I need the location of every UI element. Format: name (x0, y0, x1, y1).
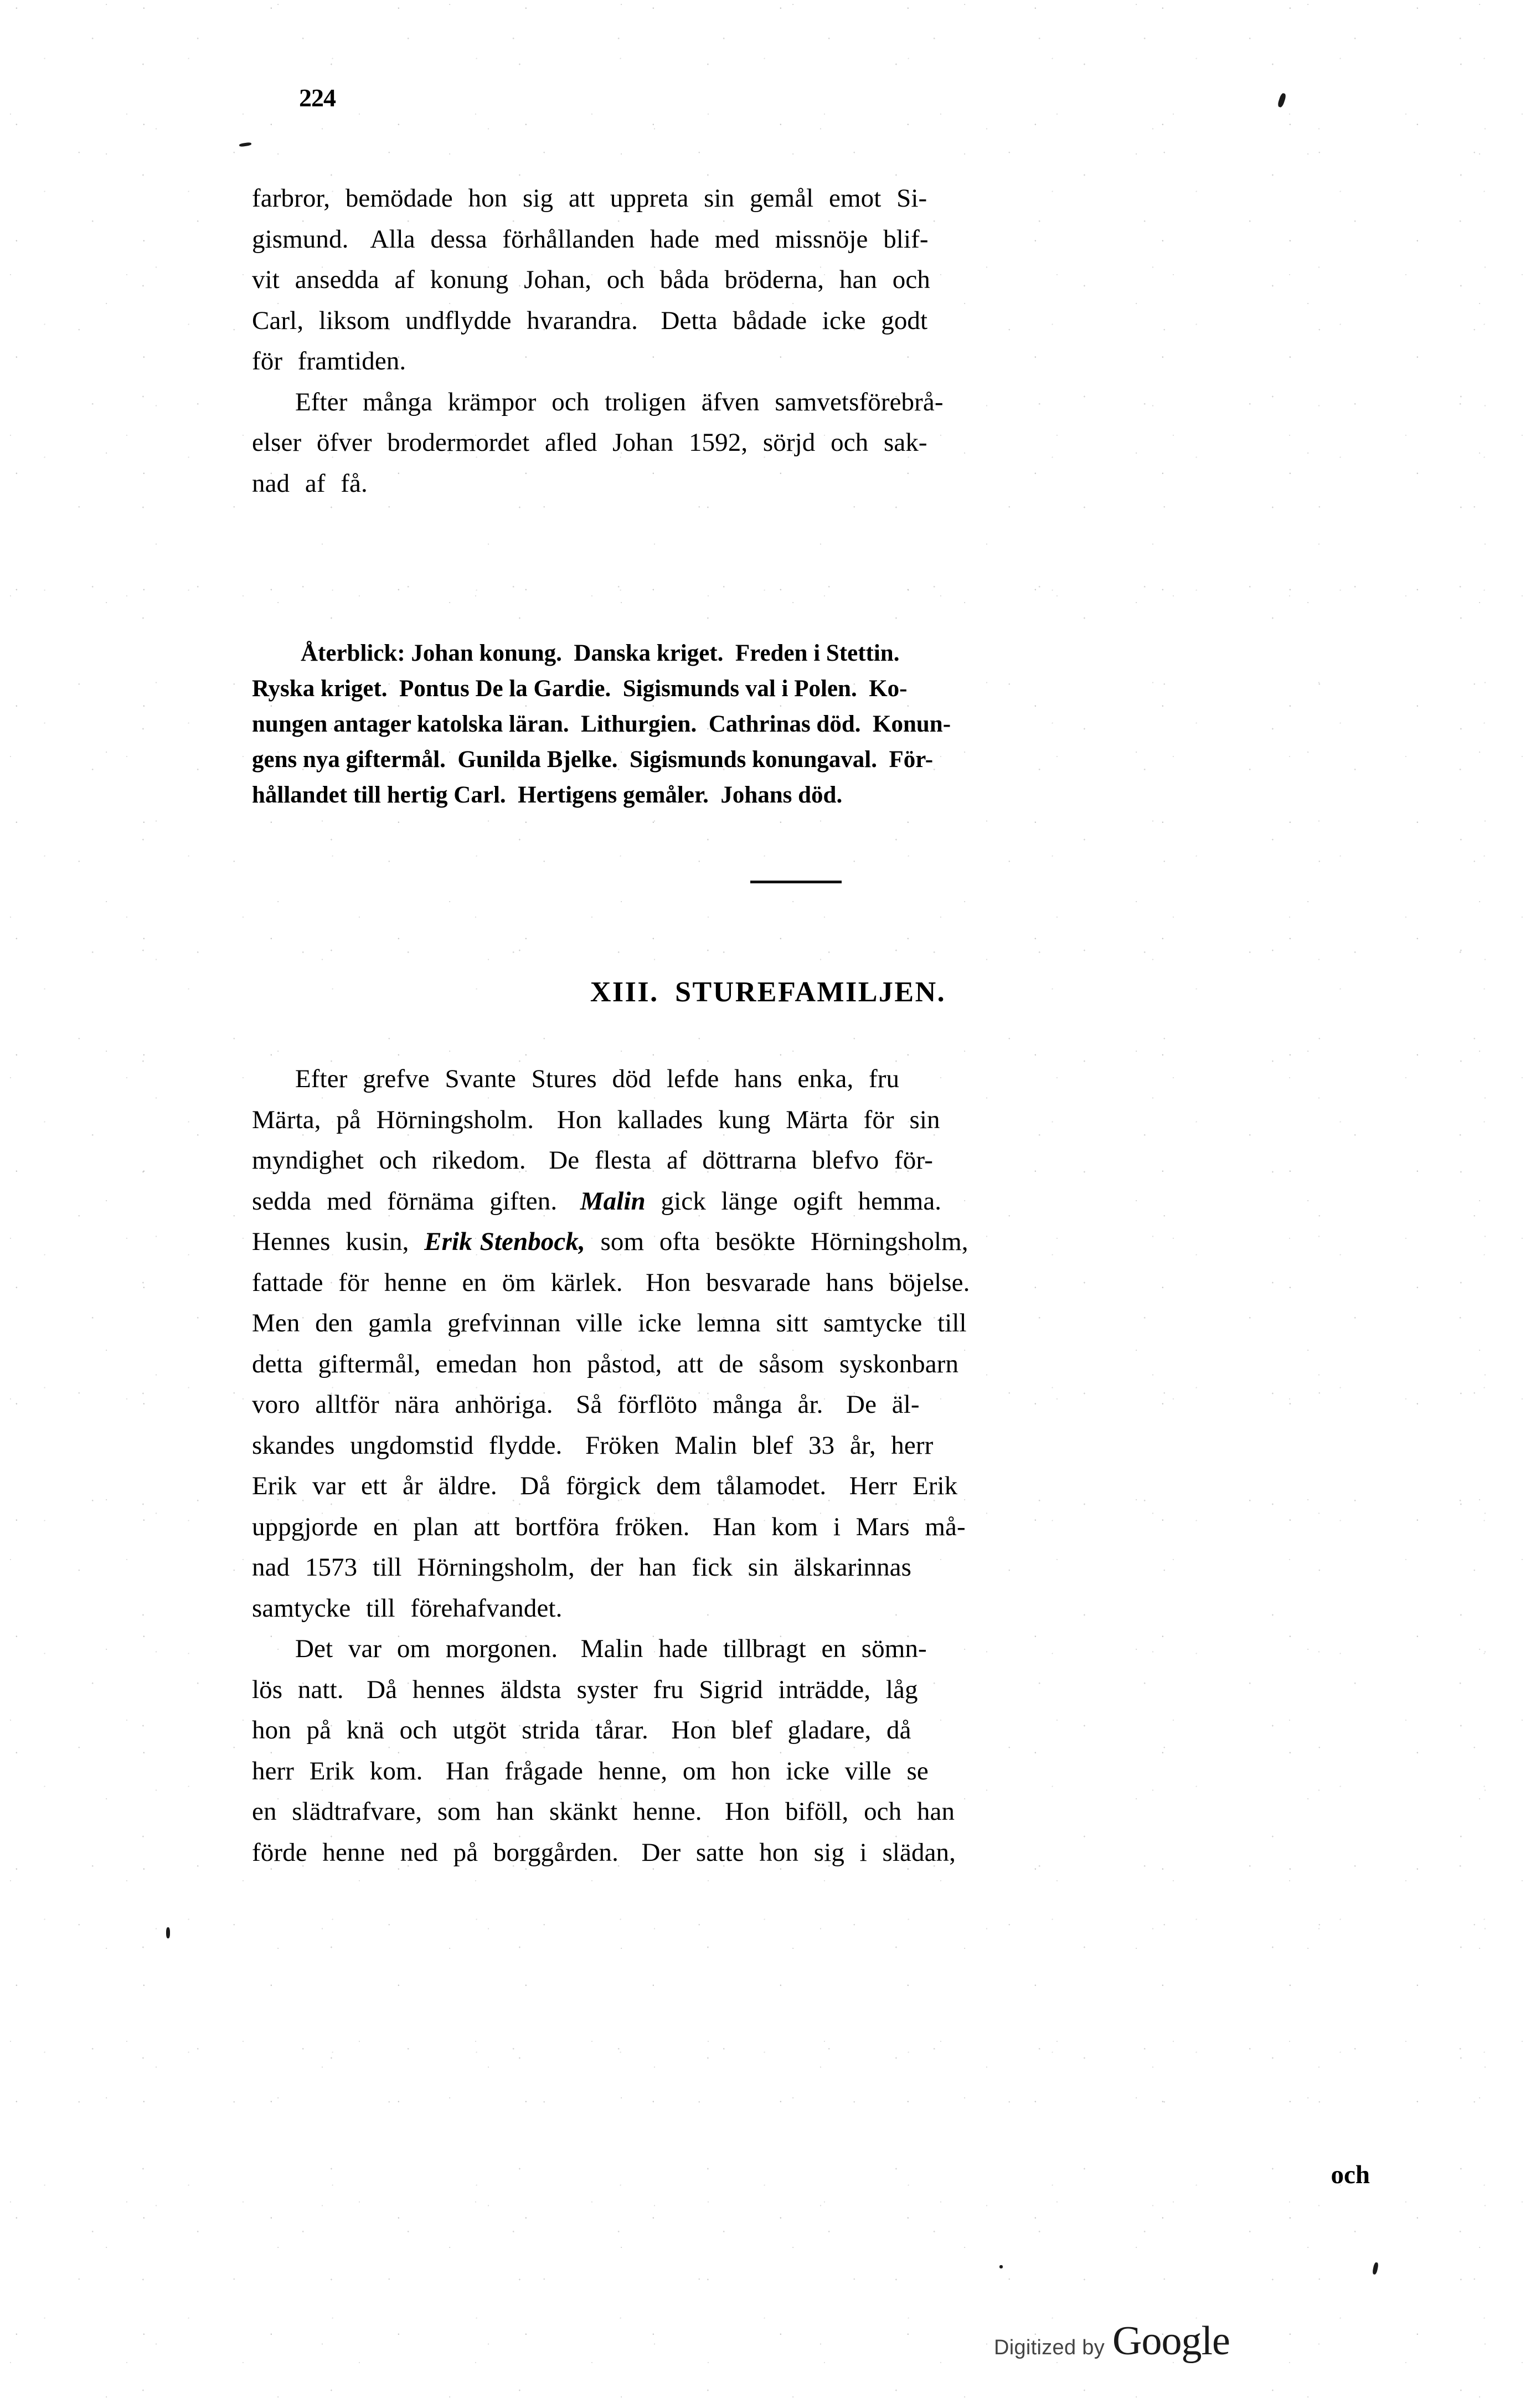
text-line: elser öfver brodermordet afled Johan 1592, sörjd och sak- (252, 428, 927, 457)
text-line: detta giftermål, emedan hon påstod, att de såsom syskonbarn (252, 1349, 959, 1378)
text-line: skandes ungdomstid flydde. Fröken Malin blef 33 år, herr (252, 1431, 934, 1460)
summary-line: gens nya giftermål. Gunilda Bjelke. Sigismunds konungaval. För- (252, 747, 934, 773)
scan-speck (1277, 92, 1287, 108)
text-line: Efter många krämpor och troligen äfven samvetsförebrå- (295, 387, 944, 416)
text-line: för framtiden. (252, 347, 406, 375)
body-text-block (252, 178, 1293, 504)
text-line: Men den gamla grefvinnan ville icke lemna sitt samtycke till (252, 1309, 967, 1337)
google-logo-text: Google (1112, 2318, 1230, 2364)
text-line: hon på knä och utgöt strida tårar. Hon blef gladare, då (252, 1716, 911, 1745)
text-line: gismund. Alla dessa förhållanden hade med missnöje blif- (252, 224, 929, 254)
chapter-body-block (252, 1059, 1298, 1873)
text-line: vit ansedda af konung Johan, och båda bröderna, han och (252, 265, 930, 294)
summary-line: nungen antager katolska läran. Lithurgien. Cathrinas död. Konun- (252, 711, 951, 737)
text-line: lös natt. Då hennes äldsta syster fru Sigrid inträdde, låg (252, 1675, 918, 1704)
text-line: samtycke till förehafvandet. (252, 1593, 563, 1623)
digitized-by-google-watermark (994, 2318, 1230, 2365)
scan-speck (999, 2265, 1003, 2268)
text-line-with-italic (252, 1222, 1298, 1263)
page-number: 224 (299, 84, 336, 112)
text-line: Efter grefve Svante Stures död lefde hans enka, fru (295, 1064, 900, 1093)
text-line: fattade för henne en öm kärlek. Hon besvarade hans böjelse. (252, 1268, 970, 1297)
text-line: nad 1573 till Hörningsholm, der han fick sin älskarinnas (252, 1553, 912, 1582)
paragraph-morning-scene (252, 1629, 1298, 1873)
text-run: sedda med förnäma giften. (252, 1186, 580, 1216)
text-run: gick länge ogift hemma. (645, 1186, 942, 1216)
chapter-heading: XIII. STUREFAMILJEN. (590, 976, 946, 1008)
text-line: Erik var ett år äldre. Då förgick dem tålamodet. Herr Erik (252, 1471, 958, 1500)
text-line: myndighet och rikedom. De flesta af döttrarna blefvo för- (252, 1146, 933, 1175)
text-line: Märta, på Hörningsholm. Hon kallades kung Märta för sin (252, 1105, 940, 1134)
text-run: Hennes kusin, (252, 1227, 425, 1256)
text-line: en slädtrafvare, som han skänkt henne. Hon biföll, och han (252, 1797, 955, 1826)
summary-line: hållandet till hertig Carl. Hertigens gemåler. Johans död. (252, 782, 843, 808)
catchword: och (1331, 2160, 1370, 2189)
paragraph-continuation (252, 178, 1293, 382)
text-line: uppgjorde en plan att bortföra fröken. Han kom i Mars må- (252, 1512, 966, 1541)
text-run: som ofta besökte Hörningsholm, (585, 1227, 968, 1256)
chapter-summary-block (252, 636, 1298, 813)
summary-line: Återblick: Johan konung. Danska kriget. Freden i Stettin. (301, 640, 900, 666)
text-line: voro alltför nära anhöriga. Så förflöto många år. De äl- (252, 1390, 920, 1419)
text-line: nad af få. (252, 469, 368, 498)
paragraph-sture-family (252, 1059, 1298, 1629)
text-line: herr Erik kom. Han frågade henne, om hon icke ville se (252, 1756, 929, 1786)
text-line: farbror, bemödade hon sig att uppreta sin gemål emot Si- (252, 184, 927, 213)
scan-speck (1372, 2262, 1379, 2275)
emphasis-malin: Malin (580, 1186, 646, 1216)
text-line-with-italic (252, 1181, 1298, 1222)
watermark-prefix: Digitized by (994, 2336, 1105, 2359)
summary-line: Ryska kriget. Pontus De la Gardie. Sigismunds val i Polen. Ko- (252, 676, 908, 702)
text-line: förde henne ned på borggården. Der satte hon sig i slädan, (252, 1838, 956, 1867)
emphasis-erik-stenbock: Erik Stenbock, (424, 1227, 585, 1256)
text-line: Carl, liksom undflydde hvarandra. Detta bådade icke godt (252, 306, 928, 335)
scan-speck (166, 1927, 170, 1938)
section-divider-rule (750, 881, 842, 883)
paragraph-johan-death (252, 382, 1293, 505)
text-line: Det var om morgonen. Malin hade tillbragt en sömn- (295, 1634, 927, 1663)
scan-speck (239, 142, 252, 147)
